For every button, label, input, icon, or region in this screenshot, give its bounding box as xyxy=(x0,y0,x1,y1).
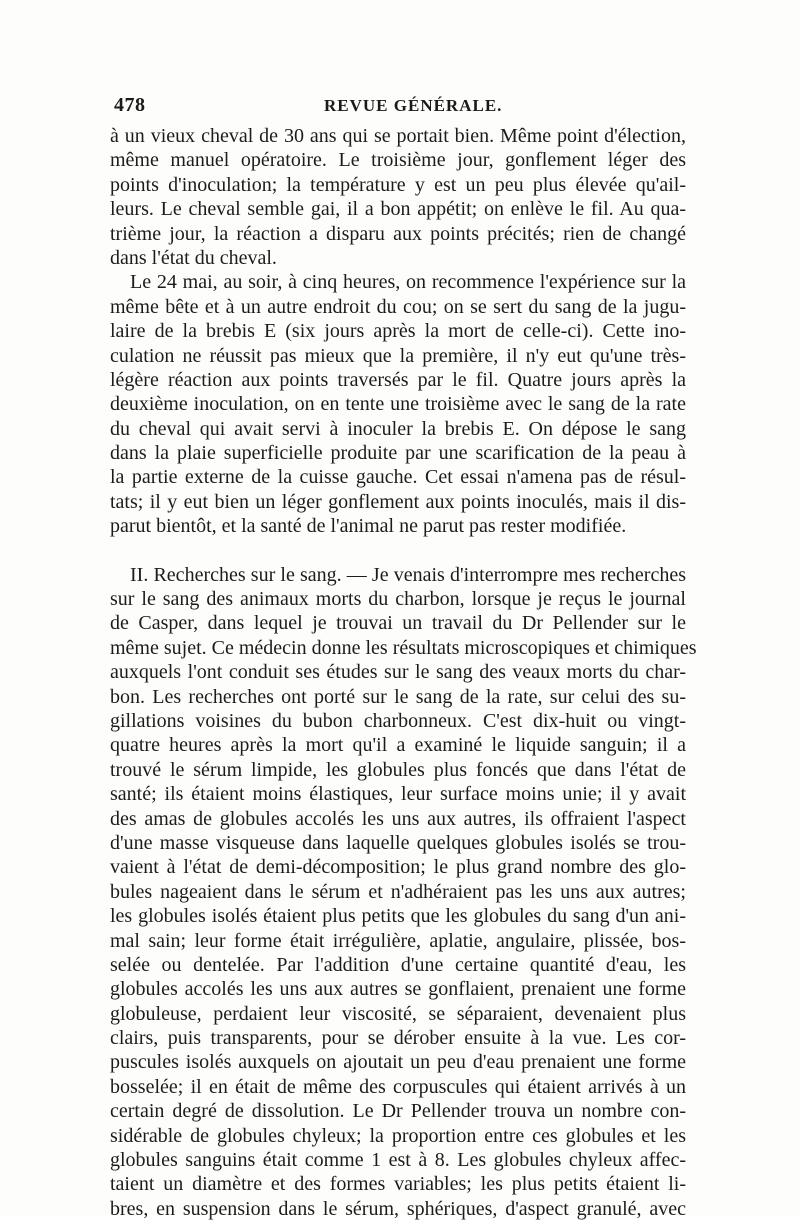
text-line: trouvé le sérum limpide, les globules plus foncés que dans l'état de xyxy=(110,758,686,781)
text-line: même sujet. Ce médecin donne les résultats microscopiques et chimiques xyxy=(110,636,697,659)
text-line: santé; ils étaient moins élastiques, leur surface moins unie; il y avait xyxy=(110,783,686,806)
text-line: dans l'état du cheval. xyxy=(110,246,277,269)
text-line: II. Recherches sur le sang. — Je venais d'interrompre mes recherches xyxy=(130,563,686,586)
text-line: gillations voisines du bubon charbonneux. C'est dix-huit ou vingt- xyxy=(110,709,686,732)
text-line: auxquels l'ont conduit ses études sur le sang des veaux morts du char- xyxy=(110,661,686,684)
paragraph-1 xyxy=(110,124,686,270)
text-line: parut bientôt, et la santé de l'animal ne parut pas rester modifiée. xyxy=(110,515,627,538)
text-line: laire de la brebis E (six jours après la mort de celle-ci). Cette ino- xyxy=(110,320,686,343)
running-title: REVUE GÉNÉRALE. xyxy=(324,96,503,115)
text-line: globules accolés les uns aux autres se gonflaient, prenaient une forme xyxy=(110,978,686,1001)
text-line: quatre heures après la mort qu'il a examiné le liquide sanguin; il a xyxy=(110,734,686,757)
text-line: bules nageaient dans le sérum et n'adhéraient pas les uns aux autres; xyxy=(110,880,686,903)
text-line: clairs, puis transparents, pour se dérober ensuite à la vue. Les cor- xyxy=(110,1027,686,1050)
text-line: culation ne réussit pas mieux que la première, il n'y eut qu'une très- xyxy=(110,344,686,367)
text-line: certain degré de dissolution. Le Dr Pellender trouva un nombre con- xyxy=(110,1100,686,1123)
text-line: globules sanguins était comme 1 est à 8. Les globules chyleux affec- xyxy=(110,1149,686,1172)
text-line: globuleuse, perdaient leur viscosité, se séparaient, devenaient plus xyxy=(110,1002,686,1025)
section-gap xyxy=(110,539,686,563)
text-line: même bête et à un autre endroit du cou; on se sert du sang de la jugu- xyxy=(110,295,686,318)
text-line: bres, en suspension dans le sérum, sphériques, d'aspect granulé, avec xyxy=(110,1197,686,1220)
text-line: même manuel opératoire. Le troisième jour, gonflement léger des xyxy=(110,149,686,172)
text-line: légère réaction aux points traversés par le fil. Quatre jours après la xyxy=(110,368,686,391)
text-line: bosselée; il en était de même des corpuscules qui étaient arrivés à un xyxy=(110,1075,686,1098)
body-text xyxy=(110,124,697,1221)
text-line: Le 24 mai, au soir, à cinq heures, on recommence l'expérience sur la xyxy=(130,271,686,294)
text-line: dans la plaie superficielle produite par une scarification de la peau à xyxy=(110,442,686,465)
text-line: des amas de globules accolés les uns aux autres, ils offraient l'aspect xyxy=(110,807,686,830)
text-line: taient un diamètre et des formes variables; les plus petits étaient li- xyxy=(110,1173,686,1196)
paragraph-3 xyxy=(110,563,697,1221)
text-line: d'une masse visqueuse dans laquelle quelques globules isolés se trou- xyxy=(110,831,686,854)
text-line: puscules isolés auxquels on ajoutait un peu d'eau prenaient une forme xyxy=(110,1051,686,1074)
text-line: sidérable de globules chyleux; la proportion entre ces globules et les xyxy=(110,1124,686,1147)
page-header xyxy=(114,94,684,122)
text-line: à un vieux cheval de 30 ans qui se portait bien. Même point d'élection, xyxy=(110,125,686,147)
text-line: de Casper, dans lequel je trouvai un travail du Dr Pellender sur le xyxy=(110,612,686,635)
text-line: deuxième inoculation, on en tente une troisième avec le sang de la rate xyxy=(110,393,686,416)
text-line: leurs. Le cheval semble gai, il a bon appétit; on enlève le fil. Au qua- xyxy=(110,198,686,221)
text-line: mal sain; leur forme était irrégulière, aplatie, angulaire, plissée, bos- xyxy=(110,929,686,952)
text-line: points d'inoculation; la température y est un peu plus élevée qu'ail- xyxy=(110,173,686,196)
text-line: tats; il y eut bien un léger gonflement aux points inoculés, mais il dis- xyxy=(110,490,686,513)
text-line: bon. Les recherches ont porté sur le sang de la rate, sur celui des su- xyxy=(110,685,686,708)
text-line: sur le sang des animaux morts du charbon, lorsque je reçus le journal xyxy=(110,588,686,611)
page-number: 478 xyxy=(114,94,146,116)
text-line: selée ou dentelée. Par l'addition d'une certaine quantité d'eau, les xyxy=(110,953,686,976)
paragraph-2 xyxy=(110,270,686,538)
text-line: trième jour, la réaction a disparu aux points précités; rien de changé xyxy=(110,222,686,245)
text-line: du cheval qui avait servi à inoculer la brebis E. On dépose le sang xyxy=(110,417,686,440)
text-line: la partie externe de la cuisse gauche. Cet essai n'amena pas de résul- xyxy=(110,466,686,489)
text-line: les globules isolés étaient plus petits que les globules du sang d'un ani- xyxy=(110,905,686,928)
text-line: vaient à l'état de demi-décomposition; le plus grand nombre des glo- xyxy=(110,856,686,879)
